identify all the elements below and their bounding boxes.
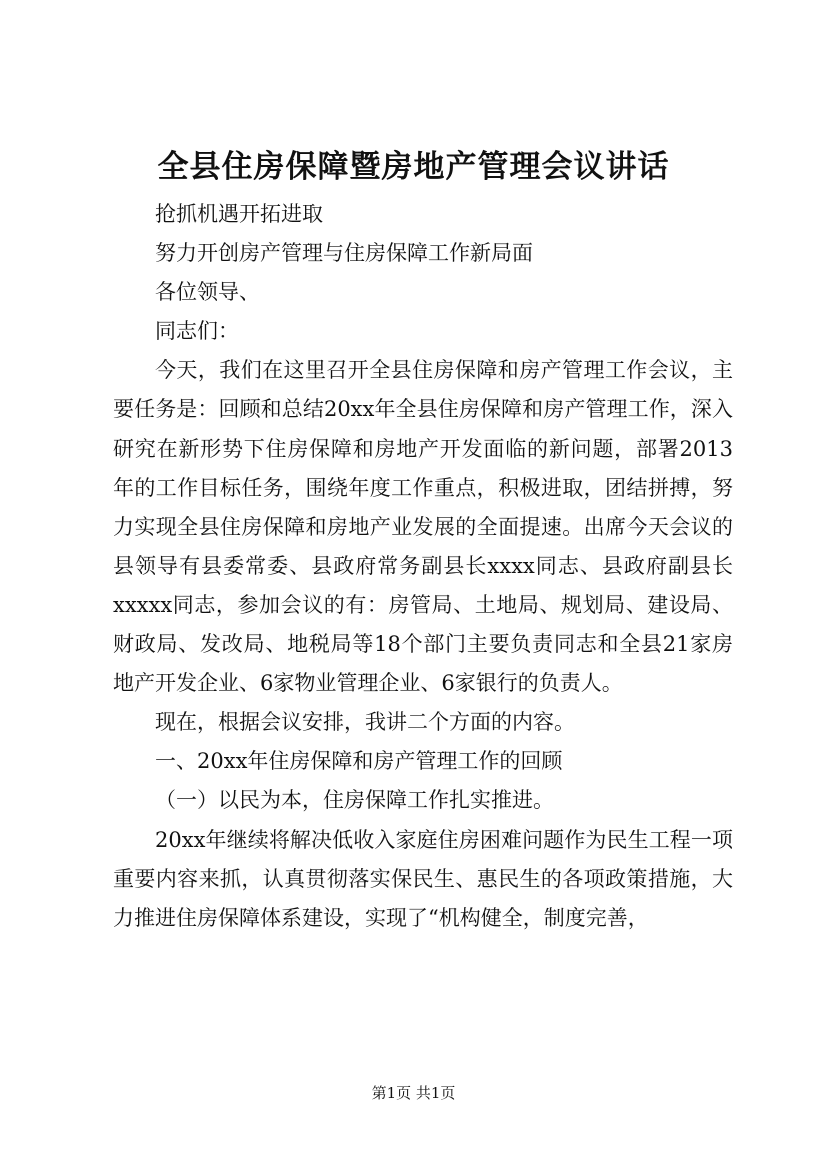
paragraph-agenda: 现在，根据会议安排，我讲二个方面的内容。 xyxy=(155,710,575,735)
subtitle-line-2: 努力开创房产管理与住房保障工作新局面 xyxy=(155,241,533,266)
salutation-leaders: 各位领导、 xyxy=(155,280,260,305)
salutation-comrades: 同志们： xyxy=(155,319,239,344)
section-heading-1: 一、20xx年住房保障和房产管理工作的回顾 xyxy=(155,749,563,774)
paragraph-opening: 今天，我们在这里召开全县住房保障和房产管理工作会议，主要任务是：回顾和总结20xx年全县住房保障和房产管理工作，深入研究在新形势下住房保障和房地产开发面临的新问题，部署2013年的工作目标任务，围绕年度工作重点，积极进取，团结拼搏，努力实现全县住房保障和房地产业发展的全面提速。出席今天会议的县领导有县委常委、县政府常务副县长xxxx同志、县政府副县长xxxxx同志，参加会议的有：房管局、土地局、规划局、建设局、财政局、发改局、地税局等18个部门主要负责同志和全县21家房地产开发企业、6家物业管理企业、6家银行的负责人。 xyxy=(113,358,733,696)
document-title: 全县住房保障暨房地产管理会议讲话 xyxy=(157,149,670,185)
subtitle-line-1: 抢抓机遇开拓进取 xyxy=(155,202,323,226)
document-body xyxy=(113,195,733,938)
page-footer: 第1页 共1页 xyxy=(371,1084,456,1102)
paragraph-housing-security: 20xx年继续将解决低收入家庭住房困难问题作为民生工程一项重要内容来抓，认真贯彻落实保民生、惠民生的各项政策措施，大力推进住房保障体系建设，实现了“机构健全，制度完善， xyxy=(113,827,733,930)
subsection-heading-1: （一）以民为本，住房保障工作扎实推进。 xyxy=(155,788,554,813)
